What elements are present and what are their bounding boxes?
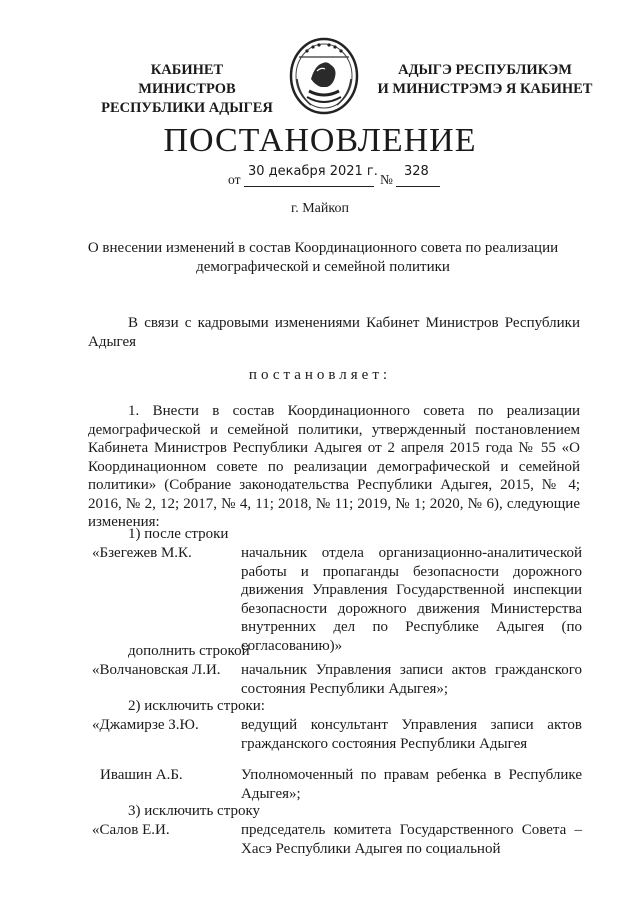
coat-of-arms-icon [287,35,361,117]
date-number-line [228,164,528,188]
issuer-line: РЕСПУБЛИКИ АДЫГЕЯ [101,100,273,116]
document-type-heading: ПОСТАНОВЛЕНИЕ [163,122,477,159]
preamble: В связи с кадровыми изменениями Кабинет Министров Республики Адыгея [88,315,580,350]
issuer-name-russian [101,61,273,118]
document-title: О внесении изменений в состав Координационного совета по реализации демографической и семейной политики [87,240,559,275]
date-underline [244,186,374,187]
number-label: № [380,172,393,187]
person-name: «Салов Е.И. [92,822,170,838]
date-value: 30 декабря 2021 г. [248,164,378,179]
point-1: 1. Внести в состав Координационного совета по реализации демографической и семейной политики, утвержденный постановлением Кабинета Министров Республики Адыгея от 2 апреля 2015 года № 55 «О Координационном совете по реализации демографической и семейной политики» (Собрание законодательства Республики Адыгея, 2015, № 4; 2016, № 2, 12; 2017, № 4, 11; 2018, № 11; 2019, № 1; 2020, № 6), следующие изменения: [88,403,580,530]
city: г. Майкоп [291,201,349,216]
date-prefix: от [228,172,241,187]
subitem-1-add: дополнить строкой [128,643,250,659]
number-underline [396,186,440,187]
document-number: 328 [404,164,429,179]
person-position: начальник Управления записи актов гражданского состояния Республики Адыгея»; [241,662,582,697]
issuer-name-adyghe [372,61,598,99]
person-name: «Джамирзе З.Ю. [92,717,199,733]
subitem-1: 1) после строки [128,526,229,542]
person-position: председатель комитета Государственного Совета – Хасэ Республики Адыгея по социальной [241,822,582,857]
person-name: «Волчановская Л.И. [92,662,221,678]
person-name: «Бзегежев М.К. [92,545,192,561]
person-position: ведущий консультант Управления записи актов гражданского состояния Республики Адыгея [241,717,582,752]
resolves-heading: постановляет: [248,367,392,383]
issuer-line: И МИНИСТРЭМЭ Я КАБИНЕТ [377,81,593,97]
person-name: Ивашин А.Б. [100,767,183,783]
person-position: начальник отдела организационно-аналитической работы и пропаганды безопасности дорожного движения Управления Государственной инспекции безопасности дорожного движения Министерства внутренних дел по Республике Адыгея (по согласованию)» [241,545,582,654]
subitem-3: 3) исключить строку [128,803,261,819]
issuer-line: АДЫГЭ РЕСПУБЛИКЭМ [398,62,572,78]
issuer-line: КАБИНЕТ МИНИСТРОВ [138,62,236,97]
subitem-2: 2) исключить строки: [128,698,265,714]
person-position: Уполномоченный по правам ребенка в Республике Адыгея»; [241,767,582,802]
